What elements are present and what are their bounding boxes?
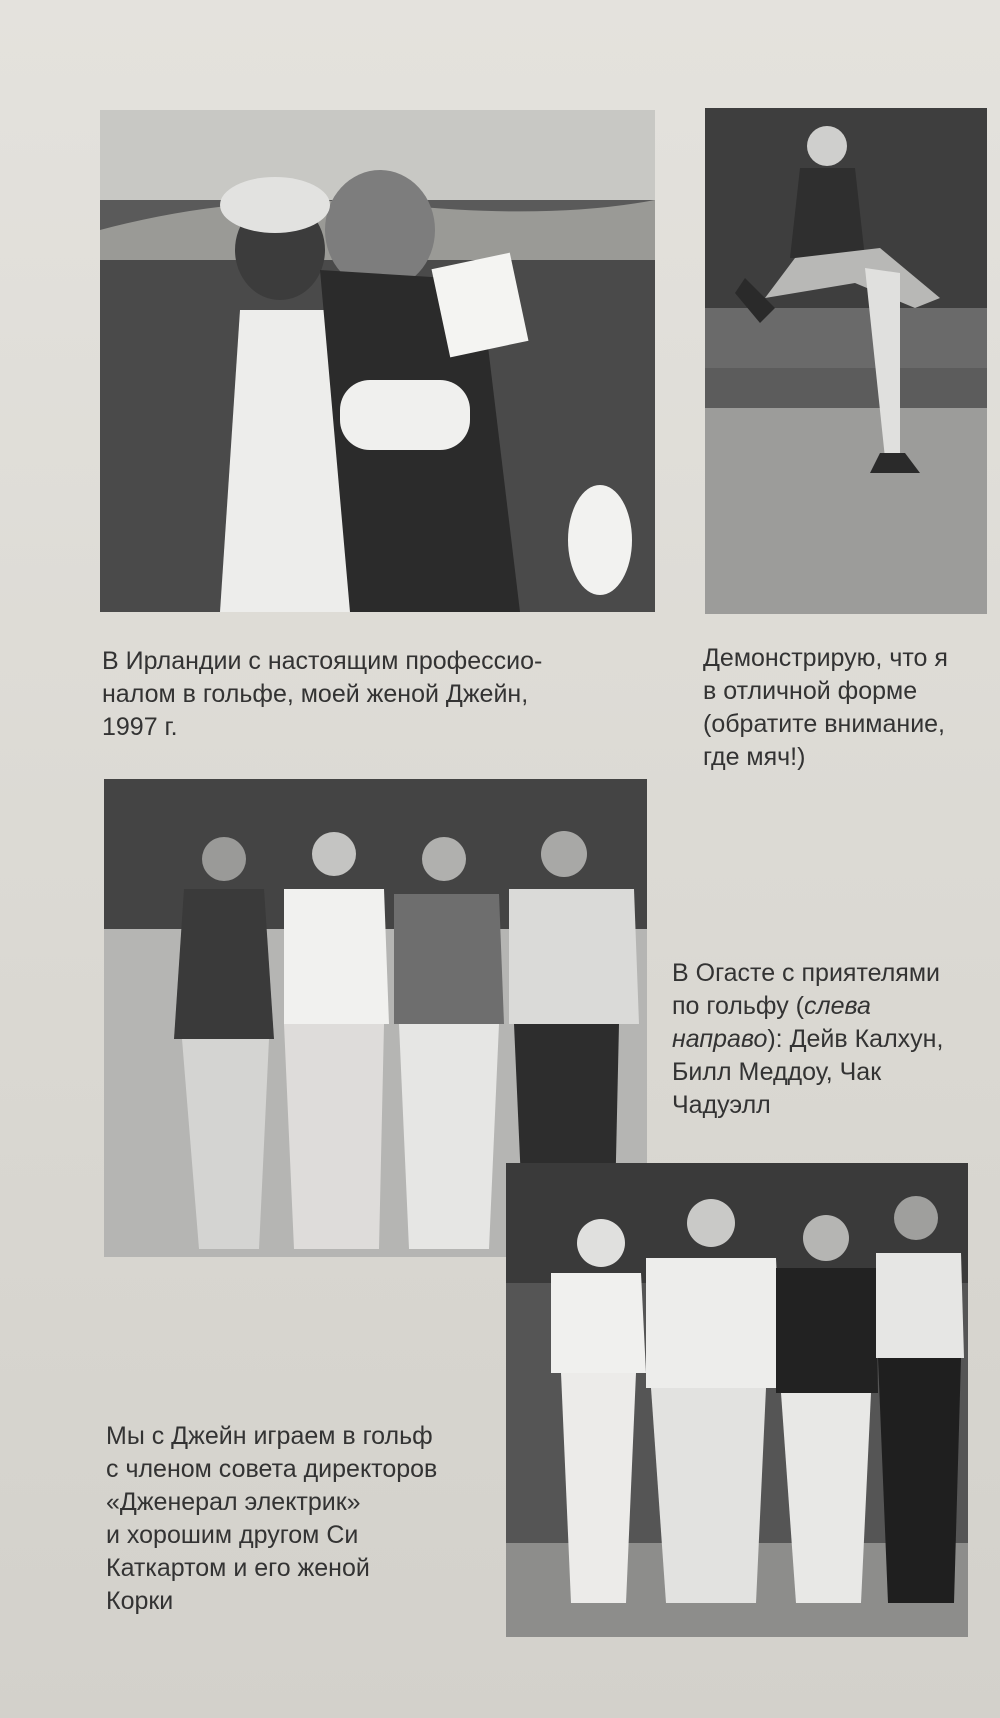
caption-augusta-text-2: ): Дейв Калхун, Билл Меддоу, Чак Чадуэлл <box>672 1025 944 1119</box>
caption-ireland: В Ирландии с настоящим профессио- налом в гольфе, моей женой Джейн, 1997 г. <box>102 647 543 741</box>
photo-golf-swing <box>705 108 987 614</box>
photo-swing-image <box>705 108 987 614</box>
caption-augusta-text-1: В Огасте с приятелями по гольфу ( <box>672 959 940 1020</box>
photo-ireland-couple <box>100 110 655 612</box>
caption-augusta <box>672 957 992 1122</box>
photo-ireland-image <box>100 110 655 612</box>
photo-golf-foursome <box>506 1163 968 1637</box>
caption-jane: Мы с Джейн играем в гольф с членом совета директоров «Дженерал электрик» и хорошим другом Си Каткартом и его женой Корки <box>106 1422 438 1615</box>
photo-foursome-image <box>506 1163 968 1637</box>
caption-augusta-italic: слева направо <box>672 992 871 1053</box>
caption-form: Демонстрирую, что я в отличной форме (обратите внимание, где мяч!) <box>703 644 948 771</box>
